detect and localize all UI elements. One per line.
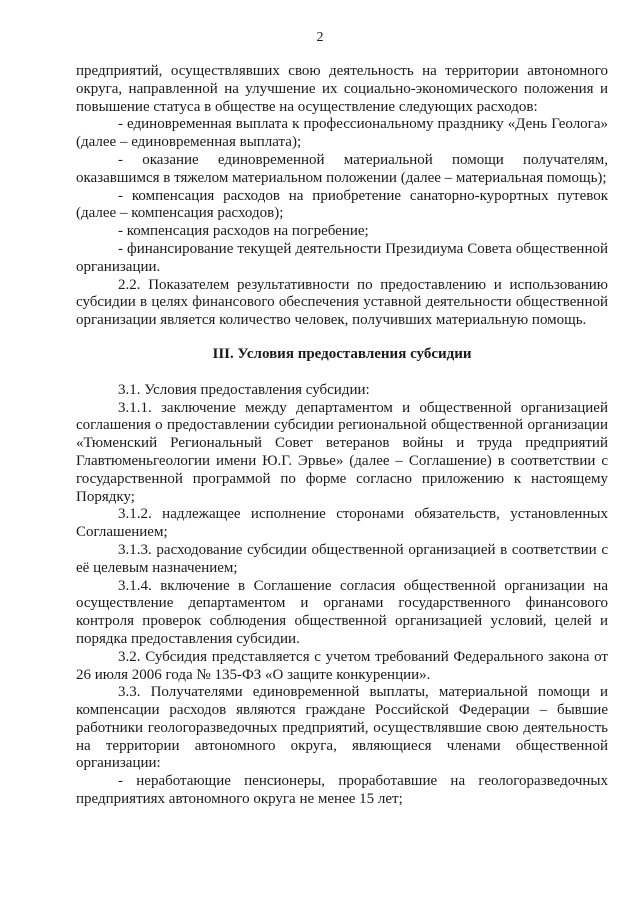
list-item: - оказание единовременной материальной помощи получателям, оказавшимся в тяжелом материальном положении (далее – материальная помощь); [76, 151, 608, 186]
paragraph: 3.1. Условия предоставления субсидии: [118, 381, 370, 398]
list-item: - компенсация расходов на погребение; [118, 223, 369, 240]
paragraph: 3.2. Субсидия представляется с учетом требований Федерального закона от 26 июля 2006 года № 135-ФЗ «О защите конкуренции». [76, 648, 608, 683]
list-item: - компенсация расходов на приобретение санаторно-курортных путевок (далее – компенсация расходов); [76, 187, 608, 222]
page-number: 2 [316, 30, 324, 45]
document-body [76, 63, 608, 809]
paragraph: 3.1.2. надлежащее исполнение сторонами обязательств, установленных Соглашением; [76, 506, 608, 541]
paragraph: предприятий, осуществлявших свою деятельность на территории автономного округа, направленной на улучшение их социально-экономического положения и повышение статуса в обществе на осуществление следующих расходов: [76, 63, 608, 115]
section-heading: III. Условия предоставления субсидии [212, 345, 472, 362]
paragraph: 3.1.3. расходование субсидии общественной организацией в соответствии с её целевым назначением; [76, 541, 608, 576]
list-item: - финансирование текущей деятельности Президиума Совета общественной организации. [76, 240, 608, 275]
paragraph: 3.3. Получателями единовременной выплаты, материальной помощи и компенсации расходов являются граждане Российской Федерации – бывшие работники геологоразведочных предприятий, осуществлявшие свою деятельность на территории автономного округа, являющиеся членами общественной организации: [76, 684, 608, 772]
list-item: - единовременная выплата к профессиональному празднику «День Геолога» (далее – единовременная выплата); [76, 116, 608, 151]
paragraph: 2.2. Показателем результативности по предоставлению и использованию субсидии в целях финансового обеспечения уставной деятельности общественной организации является количество человек, получивших материальную помощь. [76, 276, 608, 329]
paragraph: 3.1.4. включение в Соглашение согласия общественной организации на осуществление департаментом и органами государственного финансового контроля проверок соблюдения общественной организацией условий, целей и порядка предоставления субсидии. [76, 577, 608, 647]
paragraph: 3.1.1. заключение между департаментом и общественной организацией соглашения о предоставлении субсидии региональной общественной организации «Тюменский Региональный Совет ветеранов войны и труда предприятий Главтюменьгеологии имени Ю.Г. Эрвье» (далее – Соглашение) в соответствии с государственной программой по форме согласно приложению к настоящему Порядку; [76, 399, 608, 505]
list-item: - неработающие пенсионеры, проработавшие на геологоразведочных предприятиях автономного округа не менее 15 лет; [76, 773, 608, 808]
